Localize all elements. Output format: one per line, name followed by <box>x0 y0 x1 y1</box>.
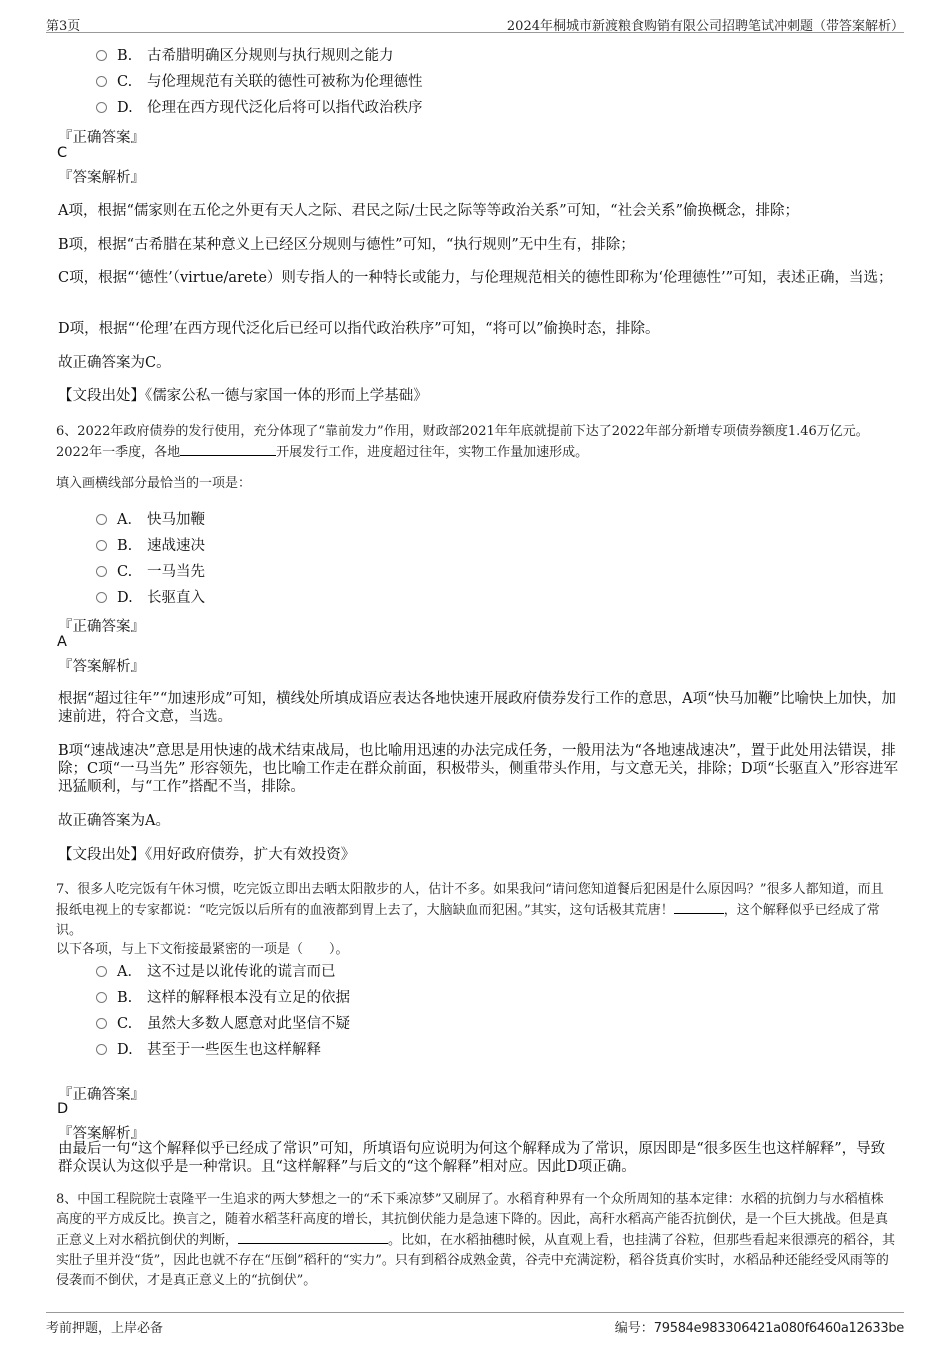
radio-icon[interactable] <box>96 514 107 525</box>
q5-conclusion: 故正确答案为C。 <box>58 355 171 371</box>
q7-option-b[interactable]: B. 这样的解释根本没有立足的依据 <box>96 988 350 1008</box>
footer-slogan: 考前押题，上岸必备 <box>46 1321 164 1336</box>
q5-answer-label: 『正确答案』 <box>58 130 145 146</box>
q5-analysis-label: 『答案解析』 <box>58 170 145 186</box>
q7-analysis-label: 『答案解析』 <box>58 1126 145 1142</box>
radio-icon[interactable] <box>96 1018 107 1029</box>
q6-answer-label: 『正确答案』 <box>58 619 145 635</box>
q6-stem: 6、2022年政府债券的发行使用，充分体现了“靠前发力”作用，财政部2021年年底就提前下达了2022年部分新增专项债券额度1.46万亿元。 2022年一季度，各地 开展发行工作，进度超过往年，实物工作量加速形成。 <box>56 424 869 460</box>
q6-answer: A <box>57 634 67 650</box>
radio-icon[interactable] <box>96 540 107 551</box>
q6-option-d[interactable]: D. 长驱直入 <box>96 588 205 608</box>
q6-analysis-1: 根据“超过往年”“加速形成”可知，横线处所填成语应表达各地快速开展政府债券发行工作的意思，A项“快马加鞭”比喻快上加快，加速前进，符合文意，当选。 <box>58 691 896 725</box>
q5-option-d[interactable]: D. 伦理在西方现代泛化后将可以指代政治秩序 <box>96 98 423 118</box>
q5-analysis-d: D项，根据“‘伦理’在西方现代泛化后已经可以指代政治秩序”可知，“将可以”偷换时态，排除。 <box>58 321 660 337</box>
q6-source: 【文段出处】《用好政府债券，扩大有效投资》 <box>58 847 356 863</box>
page-footer <box>46 1312 904 1335</box>
q5-source: 【文段出处】《儒家公私一德与家国一体的形而上学基础》 <box>58 388 428 404</box>
q6-analysis-2: B项“速战速决”意思是用快速的战术结束战局，也比喻用迅速的办法完成任务，一般用法为“各地速战速决”，置于此处用法错误，排除；C项“一马当先” 形容领先，也比喻工作走在群众前面，积极带头，侧重带头作用，与文意无关，排除；D项“长驱直入”形容进军迅猛顺利，与“工作”搭配不当，排除。 <box>58 743 898 795</box>
page-header <box>46 12 904 33</box>
q7-answer: D <box>57 1101 69 1117</box>
q6-conclusion: 故正确答案为A。 <box>58 813 170 829</box>
q5-analysis-b: B项，根据“古希腊在某种意义上已经区分规则与德性”可知，“执行规则”无中生有，排除； <box>58 237 635 253</box>
fill-blank <box>180 442 276 456</box>
q6-option-b[interactable]: B. 速战速决 <box>96 536 205 556</box>
q5-analysis-a: A项，根据“儒家则在五伦之外更有天人之际、君民之际/士民之际等等政治关系”可知，“社会关系”偷换概念，排除； <box>58 203 800 219</box>
q8-stem: 8、中国工程院院士袁隆平一生追求的两大梦想之一的“禾下乘凉梦”又刷屏了。水稻育种界有一个众所周知的基本定律：水稻的抗倒力与水稻植株高度的平方成反比。换言之，随着水稻茎秆高度的增长，其抗倒伏能力是急速下降的。因此，高秆水稻高产能否抗倒伏，是一个巨大挑战。但是真正意义上对水稻抗倒伏的判断， 。比如，在水稻抽穗时候，从直观上看，也挂满了谷粒，但那些看起来很漂亮的稻谷，其实肚子里并没“货”，因此也就不存在“压倒”稻秆的“实力”。只有到稻谷成熟金黄，谷壳中充满淀粉，稻谷货真价实时，水稻品种还能经受风雨等的侵袭而不倒伏，才是真正意义上的“抗倒伏”。 <box>56 1192 896 1288</box>
footer-code: 编号：79584e983306421a080f6460a12633be <box>614 1321 904 1336</box>
q7-stem: 7、很多人吃完饭有午休习惯，吃完饭立即出去晒太阳散步的人，估计不多。如果我问“请问您知道餐后犯困是什么原因吗？”很多人都知道，而且报纸电视上的专家都说：“吃完饭以后所有的血液都到胃上去了，大脑缺血而犯困。”其实，这句话极其荒唐！ ，这个解释似乎已经成了常识。 <box>56 882 884 938</box>
q7-option-a[interactable]: A． 这不过是以讹传讹的谎言而已 <box>96 962 336 982</box>
radio-icon[interactable] <box>96 992 107 1003</box>
radio-icon[interactable] <box>96 76 107 87</box>
radio-icon[interactable] <box>96 592 107 603</box>
fill-blank <box>674 900 724 914</box>
radio-icon[interactable] <box>96 50 107 61</box>
q5-answer: C <box>57 145 68 161</box>
q7-option-d[interactable]: D. 甚至于一些医生也这样解释 <box>96 1040 321 1060</box>
q6-option-c[interactable]: C. 一马当先 <box>96 562 205 582</box>
q5-option-c[interactable]: C. 与伦理规范有关联的德性可被称为伦理德性 <box>96 72 423 92</box>
radio-icon[interactable] <box>96 966 107 977</box>
radio-icon[interactable] <box>96 1044 107 1055</box>
q6-prompt: 填入画横线部分最恰当的一项是： <box>56 476 252 491</box>
q7-analysis: 由最后一句“这个解释似乎已经成了常识”可知，所填语句应说明为何这个解释成为了常识，原因即是“很多医生也这样解释”，导致群众误认为这似乎是一种常识。且“这样解释”与后文的“这个解释”相对应。因此D项正确。 <box>58 1141 886 1175</box>
document-title: 2024年桐城市新渡粮食购销有限公司招聘笔试冲刺题（带答案解析） <box>506 19 904 34</box>
q6-analysis-label: 『答案解析』 <box>58 659 145 675</box>
radio-icon[interactable] <box>96 102 107 113</box>
q7-option-c[interactable]: C. 虽然大多数人愿意对此坚信不疑 <box>96 1014 350 1034</box>
q7-prompt: 以下各项，与上下文衔接最紧密的一项是（ ）。 <box>56 942 349 957</box>
q5-option-b[interactable]: B. 古希腊明确区分规则与执行规则之能力 <box>96 46 394 66</box>
q6-option-a[interactable]: A． 快马加鞭 <box>96 510 205 530</box>
radio-icon[interactable] <box>96 566 107 577</box>
fill-blank <box>238 1230 388 1244</box>
page-number: 第3页 <box>46 19 81 34</box>
q7-answer-label: 『正确答案』 <box>58 1087 145 1103</box>
q5-analysis-c: C项，根据“‘德性’（virtue/arete）则专指人的一种特长或能力，与伦理规范相关的德性即称为‘伦理德性’”可知，表述正确，当选； <box>58 270 893 286</box>
